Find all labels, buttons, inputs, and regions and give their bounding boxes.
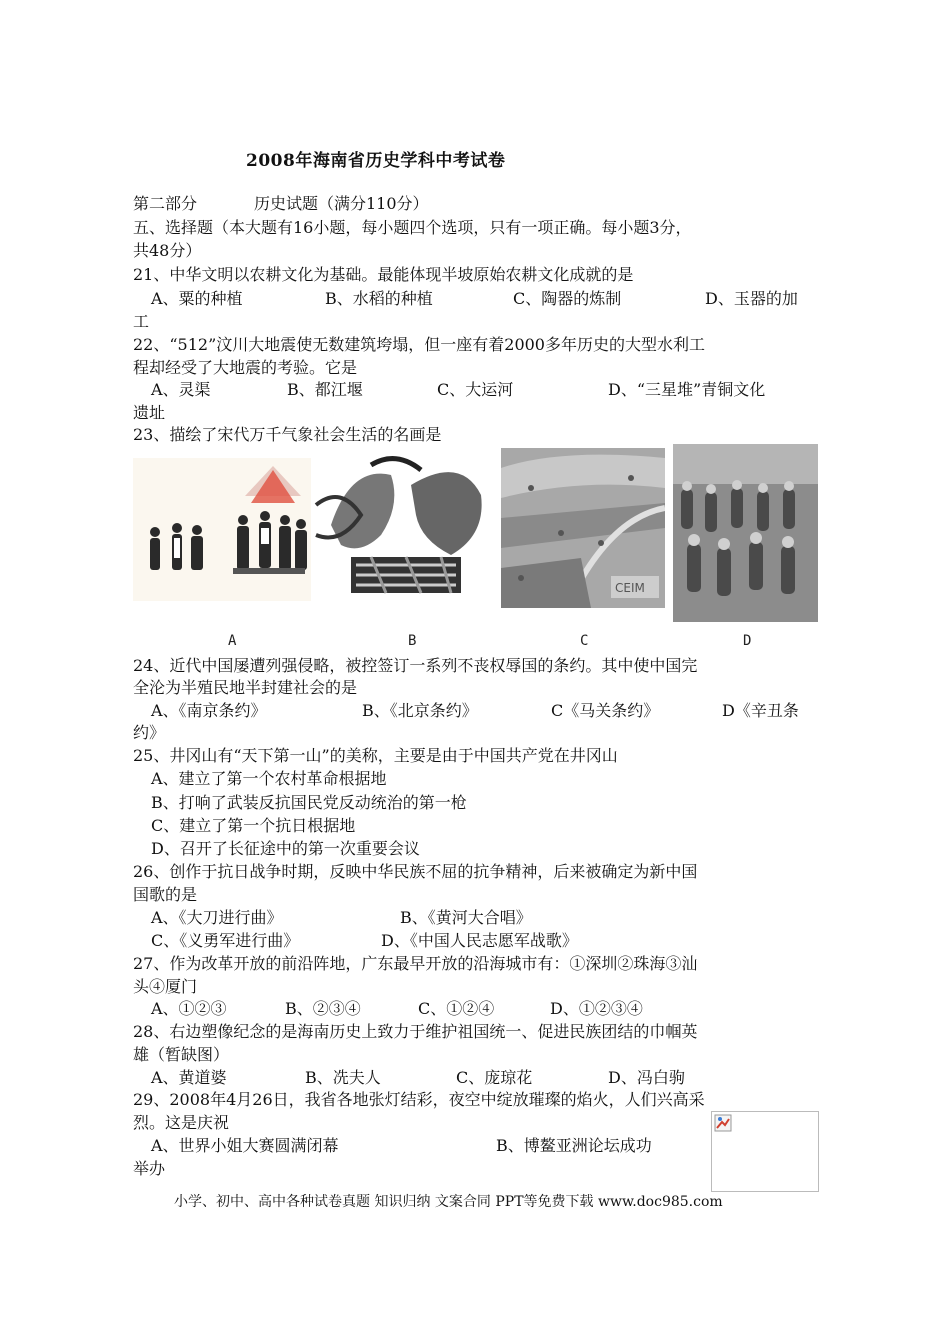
q29-option-b-wrap: 举办 [133,1159,166,1178]
q25-option-c: C、建立了第一个抗日根据地 [151,816,356,835]
q23-image-c [501,448,665,608]
q28-option-c: C、庞琼花 [456,1068,533,1087]
q24-option-a: A、《南京条约》 [151,701,267,720]
section-heading-cont: 共48分） [133,241,202,260]
part-name: 历史试题（满分110分） [254,194,429,213]
section-heading: 五、选择题（本大题有16小题，每小题四个选项，只有一项正确。每小题3分， [133,218,692,237]
q23-caption-a: A [228,633,237,649]
q25-option-b: B、打响了武装反抗国民党反动统治的第一枪 [151,793,467,812]
q25-option-a: A、建立了第一个农村革命根据地 [151,769,387,788]
q21-option-d-wrap: 工 [133,312,150,331]
q23-image-b [311,445,499,607]
q21-option-a: A、粟的种植 [151,289,243,308]
q23-image-d [673,444,818,622]
q28-stem: 28、右边塑像纪念的是海南历史上致力于维护祖国统一、促进民族团结的巾帼英 [133,1022,698,1041]
q23-caption-b: B [408,633,417,649]
q26-option-b: B、《黄河大合唱》 [400,908,532,927]
q27-option-b: B、②③④ [285,999,361,1018]
broken-image-icon [714,1114,732,1132]
q24-stem-cont: 全沦为半殖民地半封建社会的是 [133,678,358,697]
q24-option-c: C《马关条约》 [551,701,660,720]
exam-title: 2008年海南省历史学科中考试卷 [246,151,506,171]
q28-stem-cont: 雄（暂缺图） [133,1045,230,1064]
q24-stem: 24、近代中国屡遭列强侵略，被控签订一系列不丧权辱国的条约。其中使中国完 [133,656,698,675]
q23-image-a [133,458,311,601]
q27-option-d: D、①②③④ [550,999,643,1018]
q22-option-b: B、都江堰 [287,380,363,399]
q23-caption-d: D [743,633,752,649]
q22-option-d-wrap: 遗址 [133,403,166,422]
q21-stem: 21、中华文明以农耕文化为基础。最能体现半坡原始农耕文化成就的是 [133,265,634,284]
q23-caption-c: C [580,633,589,649]
q26-stem: 26、创作于抗日战争时期，反映中华民族不屈的抗争精神，后来被确定为新中国 [133,862,698,881]
q24-option-d-wrap: 约》 [133,723,166,742]
q27-stem-cont: 头④厦门 [133,977,198,996]
q21-option-d: D、玉器的加 [705,289,798,308]
q21-option-c: C、陶器的炼制 [513,289,622,308]
q27-option-c: C、①②④ [418,999,495,1018]
q27-option-a: A、①②③ [151,999,227,1018]
q22-option-c: C、大运河 [437,380,514,399]
q26-stem-cont: 国歌的是 [133,885,198,904]
q26-option-a: A、《大刀进行曲》 [151,908,283,927]
q26-option-c: C、《义勇军进行曲》 [151,931,300,950]
q22-option-d: D、“三星堆”青铜文化 [608,380,766,399]
q26-option-d: D、《中国人民志愿军战歌》 [381,931,578,950]
q22-stem: 22、“512”汶川大地震使无数建筑垮塌，但一座有着2000多年历史的大型水利工 [133,335,705,354]
q28-option-d: D、冯白驹 [608,1068,685,1087]
q24-option-d: D《辛丑条 [722,701,799,720]
q22-option-a: A、灵渠 [151,380,211,399]
q24-option-b: B、《北京条约》 [362,701,478,720]
q27-stem: 27、作为改革开放的前沿阵地，广东最早开放的沿海城市有：①深圳②珠海③汕 [133,954,698,973]
q28-option-a: A、黄道婆 [151,1068,227,1087]
q23-stem: 23、描绘了宋代万千气象社会生活的名画是 [133,425,442,444]
q29-option-a: A、世界小姐大赛圆满闭幕 [151,1136,339,1155]
q21-option-b: B、水稻的种植 [325,289,433,308]
missing-image-placeholder [711,1111,819,1192]
q22-stem-cont: 程却经受了大地震的考验。它是 [133,358,358,377]
q25-option-d: D、召开了长征途中的第一次重要会议 [151,839,420,858]
q25-stem: 25、井冈山有“天下第一山”的美称，主要是由于中国共产党在井冈山 [133,746,618,765]
q29-option-b: B、博鳌亚洲论坛成功 [496,1136,652,1155]
q29-stem: 29、2008年4月26日，我省各地张灯结彩，夜空中绽放璀璨的焰火，人们兴高采 [133,1090,705,1109]
q29-stem-cont: 烈。这是庆祝 [133,1113,230,1132]
page-footer: 小学、初中、高中各种试卷真题 知识归纳 文案合同 PPT等免费下载 www.doc985.com [174,1194,723,1210]
q23-image-c-watermark: CEIM [615,581,645,595]
part-label: 第二部分 [133,194,198,213]
q28-option-b: B、冼夫人 [305,1068,381,1087]
